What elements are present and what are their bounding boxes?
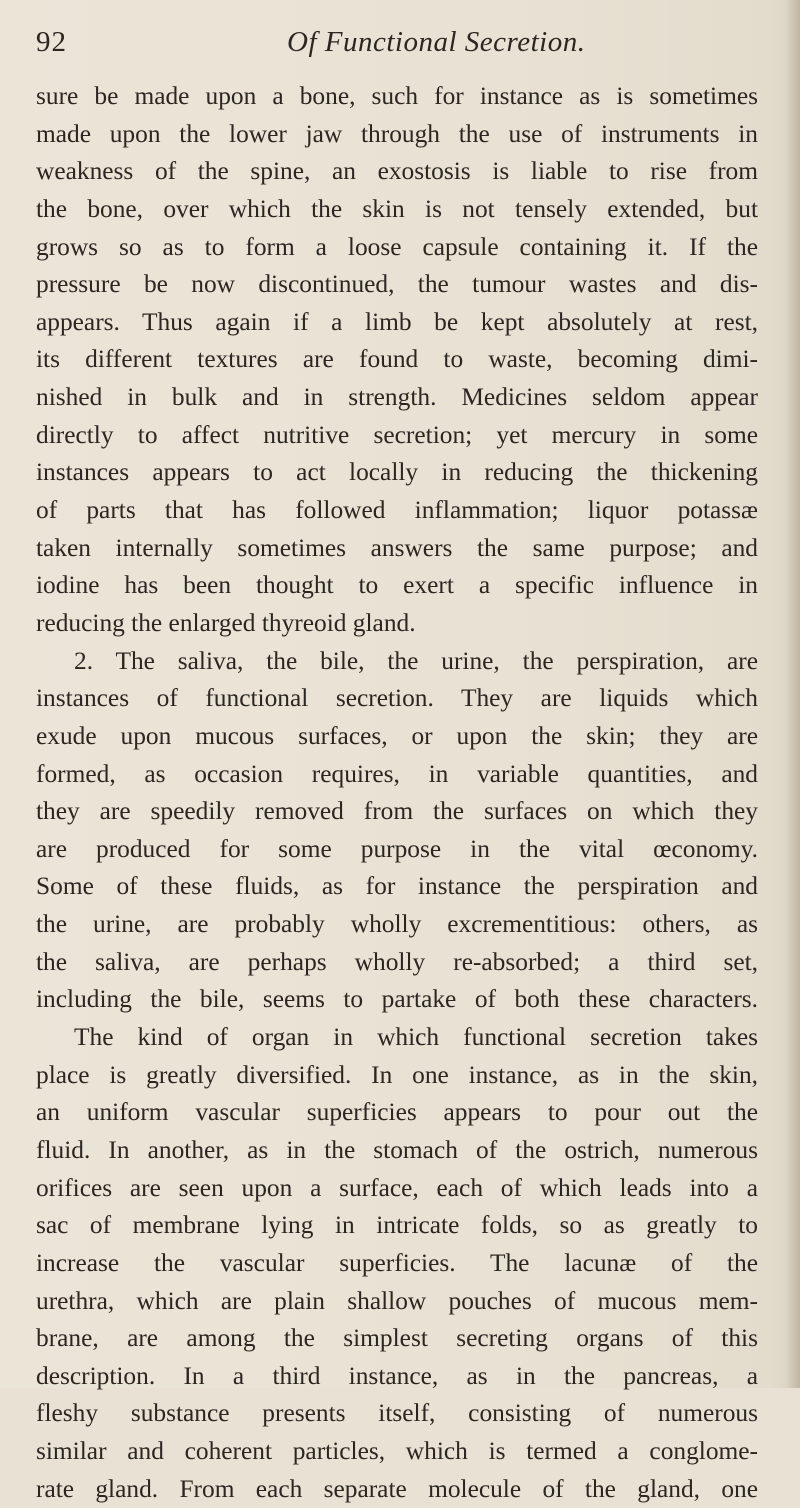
- text-line: its different textures are found to waste, becoming dimi-: [36, 345, 758, 374]
- text-line: fleshy substance presents itself, consisting of numerous: [36, 1399, 758, 1428]
- text-line: weakness of the spine, an exostosis is liable to rise from: [36, 157, 758, 186]
- page-number: 92: [36, 26, 67, 58]
- text-line: rate gland. From each separate molecule of the gland, one: [36, 1474, 758, 1503]
- text-line: iodine has been thought to exert a specific influence in: [36, 571, 758, 600]
- text-line: pressure be now discontinued, the tumour wastes and dis-: [36, 270, 758, 299]
- page-edge-shadow: [786, 0, 800, 1388]
- body-text: [36, 78, 758, 1508]
- text-line: made upon the lower jaw through the use of instruments in: [36, 119, 758, 148]
- text-line: urethra, which are plain shallow pouches of mucous mem-: [36, 1286, 758, 1315]
- text-line: sure be made upon a bone, such for instance as is sometimes: [36, 82, 758, 110]
- text-line: brane, are among the simplest secreting organs of this: [36, 1324, 758, 1353]
- running-head: [36, 26, 756, 66]
- text-line: increase the vascular superficies. The lacunæ of the: [36, 1248, 758, 1277]
- text-line: instances appears to act locally in reducing the thickening: [36, 458, 758, 487]
- text-line: exude upon mucous surfaces, or upon the skin; they are: [36, 721, 758, 750]
- text-line: nished in bulk and in strength. Medicines seldom appear: [36, 383, 758, 412]
- text-line: of parts that has followed inflammation; liquor potassæ: [36, 496, 758, 525]
- text-line: an uniform vascular superficies appears to pour out the: [36, 1098, 758, 1127]
- text-line: formed, as occasion requires, in variable quantities, and: [36, 759, 758, 788]
- text-line: the bone, over which the skin is not tensely extended, but: [36, 194, 758, 223]
- text-line: the urine, are probably wholly excrementitious: others, as: [36, 910, 758, 939]
- paragraph-end-line: reducing the enlarged thyreoid gland.: [36, 608, 416, 637]
- text-line: taken internally sometimes answers the same purpose; and: [36, 533, 758, 562]
- text-line: fluid. In another, as in the stomach of the ostrich, numerous: [36, 1135, 758, 1164]
- text-line: directly to affect nutritive secretion; yet mercury in some: [36, 420, 758, 449]
- text-line: place is greatly diversified. In one instance, as in the skin,: [36, 1060, 758, 1089]
- paragraph-start-line: 2. The saliva, the bile, the urine, the perspiration, are: [74, 646, 758, 675]
- text-line: orifices are seen upon a surface, each of which leads into a: [36, 1173, 758, 1202]
- chapter-title: Of Functional Secretion.: [287, 26, 586, 58]
- text-line: similar and coherent particles, which is termed a conglome-: [36, 1437, 758, 1466]
- text-line: sac of membrane lying in intricate folds, so as greatly to: [36, 1211, 758, 1240]
- text-line: Some of these fluids, as for instance the perspiration and: [36, 872, 758, 901]
- text-line: grows so as to form a loose capsule containing it. If the: [36, 232, 758, 261]
- paragraph-start-line: The kind of organ in which functional secretion takes: [74, 1023, 758, 1052]
- text-line: the saliva, are perhaps wholly re-absorbed; a third set,: [36, 947, 758, 976]
- text-line: instances of functional secretion. They are liquids which: [36, 684, 758, 713]
- text-line: description. In a third instance, as in the pancreas, a: [36, 1361, 758, 1390]
- text-line: are produced for some purpose in the vital œconomy.: [36, 834, 758, 863]
- text-line: appears. Thus again if a limb be kept absolutely at rest,: [36, 307, 758, 336]
- paragraph-end-line: including the bile, seems to partake of both these characters.: [36, 985, 758, 1014]
- text-line: they are speedily removed from the surfaces on which they: [36, 797, 758, 826]
